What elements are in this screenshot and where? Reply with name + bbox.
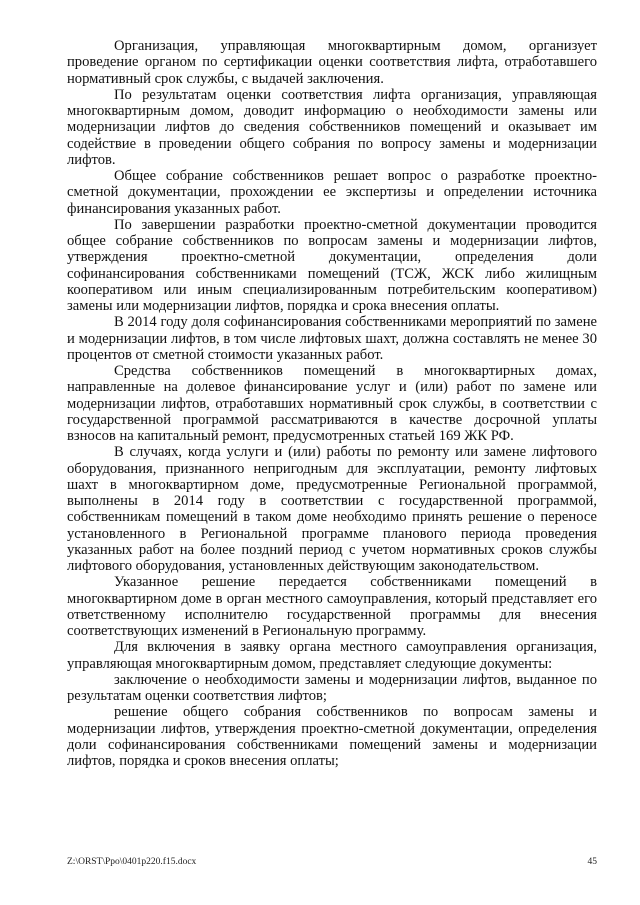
footer-page-number: 45 <box>587 857 597 867</box>
paragraph-5: В 2014 году доля софинансирования собственниками мероприятий по замене и модернизации лифтов, в том числе лифтовых шахт, должна составлять не менее 30 процентов от сметной стоимости указанных работ. <box>67 314 597 363</box>
list-item-decision: решение общего собрания собственников по вопросам замены и модернизации лифтов, утверждения проектно-сметной документации, определения доли софинансирования собственниками помещений замены и модернизации лифтов, порядка и сроков внесения оплаты; <box>67 704 597 769</box>
paragraph-2: По результатам оценки соответствия лифта организация, управляющая многоквартирным домом, доводит информацию о необходимости замены или модернизации лифтов до сведения собственников помещений и оказывает им содействие в проведении общего собрания по вопросу замены и модернизации лифтов. <box>67 86 597 168</box>
paragraph-3: Общее собрание собственников решает вопрос о разработке проектно-сметной документации, прохождении ее экспертизы и определении источника финансирования указанных работ. <box>67 168 597 217</box>
paragraph-1: Организация, управляющая многоквартирным домом, организует проведение органом по сертификации оценки соответствия лифта, отработавшего нормативный срок службы, с выдачей заключения. <box>67 38 597 87</box>
list-item-conclusion: заключение о необходимости замены и модернизации лифтов, выданное по результатам оценки соответствия лифтов; <box>67 671 597 704</box>
paragraph-9: Для включения в заявку органа местного самоуправления организация, управляющая многоквартирным домом, представляет следующие документы: <box>67 639 597 672</box>
page-footer <box>67 857 597 867</box>
paragraph-6: Средства собственников помещений в многоквартирных домах, направленные на долевое финансирование услуг и (или) работ по замене или модернизации лифтов, отработавших нормативный срок службы, в соответствии с государственной программой рассматриваются в качестве досрочной уплаты взносов на капитальный ремонт, предусмотренных статьей 169 ЖК РФ. <box>67 363 597 444</box>
footer-file-path: Z:\ORST\Ppo\0401p220.f15.docx <box>67 857 197 867</box>
document-body <box>67 38 597 769</box>
paragraph-4: По завершении разработки проектно-сметной документации проводится общее собрание собственников по вопросам замены и модернизации лифтов, утверждения проектно-сметной документации, определения доли софинансирования собственниками помещений (ТСЖ, ЖСК либо жилищным кооперативом или иным специализированным потребительским кооперативом) замены или модернизации лифтов, порядка и срока внесения оплаты. <box>67 216 597 314</box>
paragraph-8: Указанное решение передается собственниками помещений в многоквартирном доме в орган местного самоуправления, который представляет его ответственному исполнителю государственной программы для внесения соответствующих изменений в Региональную программу. <box>67 574 597 639</box>
paragraph-7: В случаях, когда услуги и (или) работы по ремонту или замене лифтового оборудования, признанного непригодным для эксплуатации, ремонту лифтовых шахт в многоквартирном доме, предусмотренные Региональной программой, выполнены в 2014 году в соответствии с государственной программой, собственникам помещений в таком доме необходимо принять решение о переносе установленного в Региональной программе планового периода проведения указанных работ на более поздний период с учетом нормативных сроков службы лифтового оборудования, установленных действующим законодательством. <box>67 444 597 574</box>
